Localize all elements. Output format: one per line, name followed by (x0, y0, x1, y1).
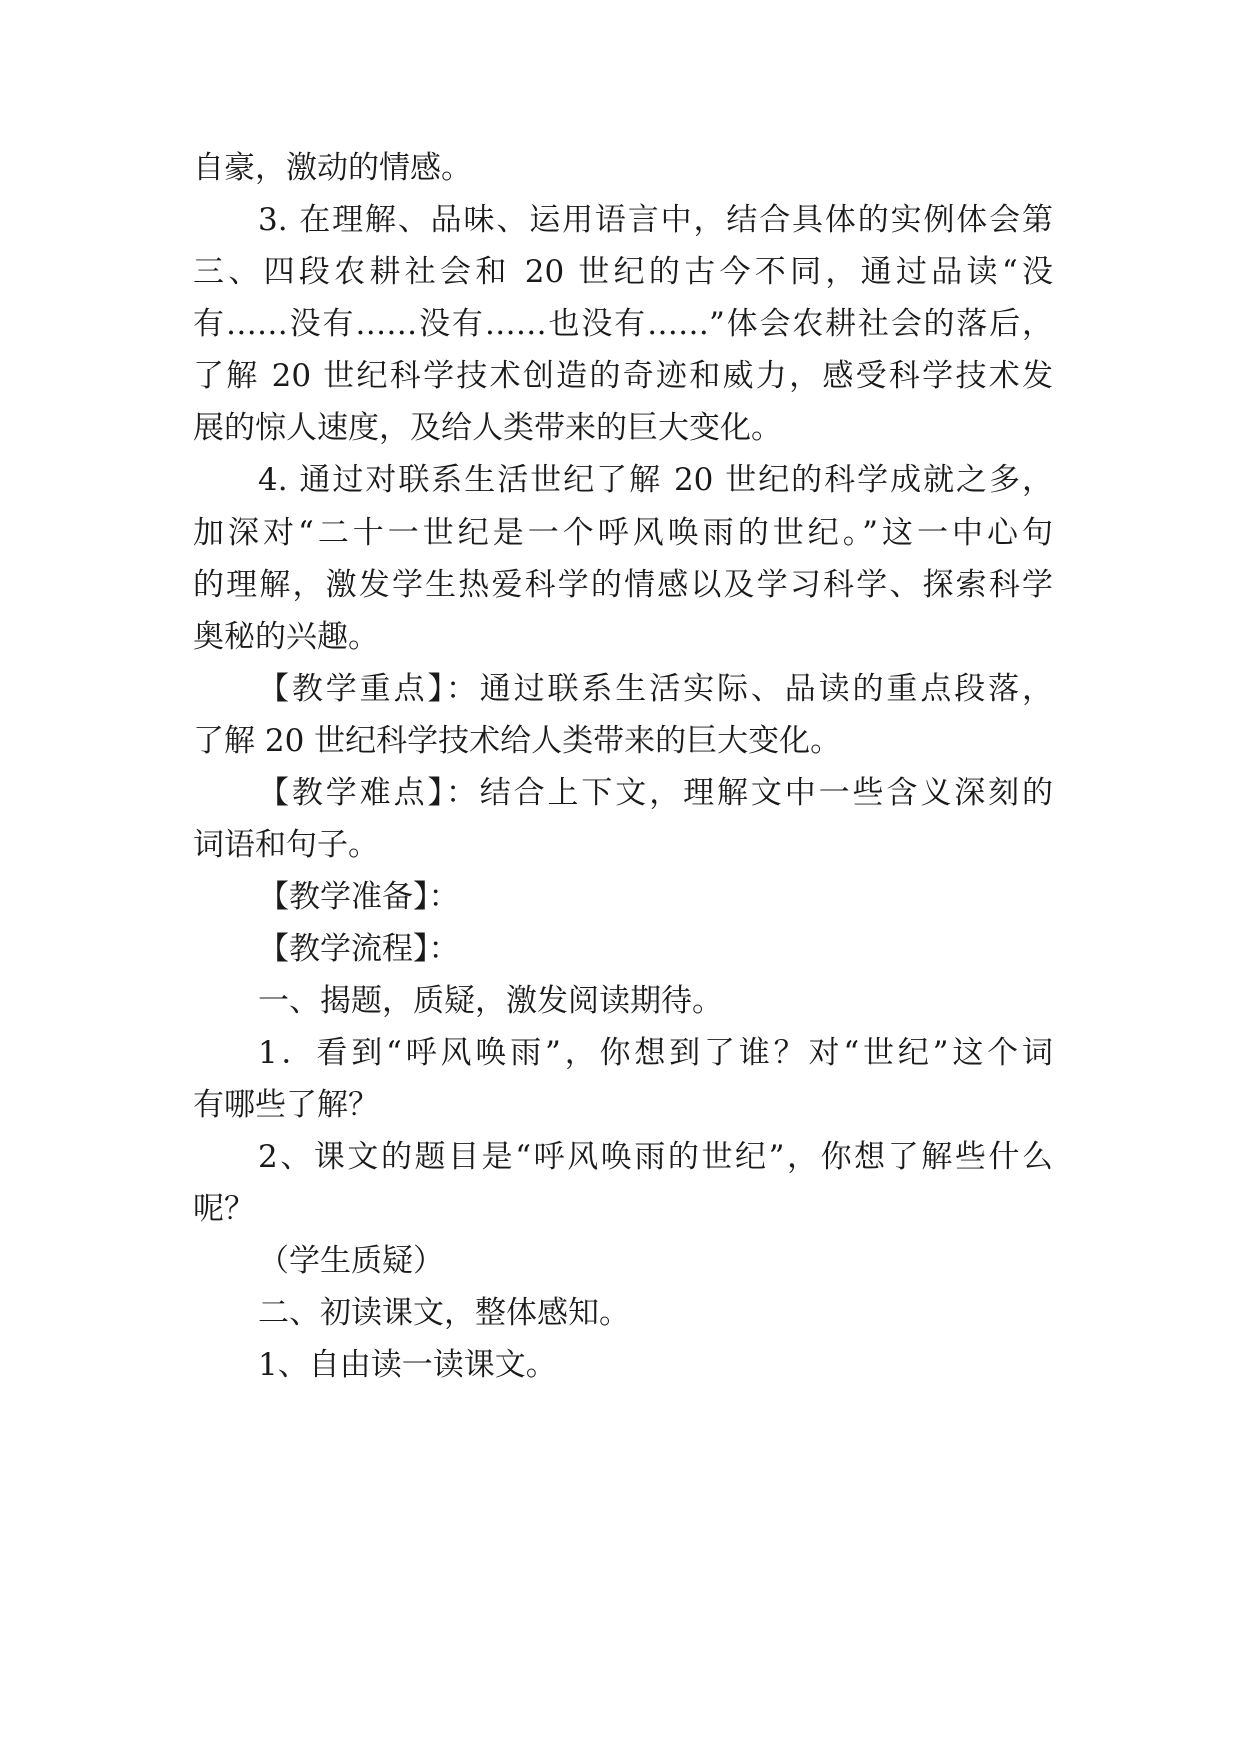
text-line: 展的惊人速度，及给人类带来的巨大变化。 (193, 410, 782, 446)
text-line: 了解 20 世纪科学技术创造的奇迹和威力，感受科学技术发 (193, 358, 1053, 394)
text-line: 二、初读课文，整体感知。 (258, 1295, 630, 1331)
text-line: 有哪些了解？ (193, 1087, 379, 1123)
text-line: 了解 20 世纪科学技术给人类带来的巨大变化。 (193, 723, 842, 759)
text-line: 的理解，激发学生热爱科学的情感以及学习科学、探索科学 (193, 567, 1053, 603)
text-line: 【教学重点】：通过联系生活实际、品读的重点段落， (258, 671, 1053, 707)
text-line: 4. 通过对联系生活世纪了解 20 世纪的科学成就之多， (258, 462, 1053, 498)
text-line: 词语和句子。 (193, 827, 379, 863)
text-line: 三、四段农耕社会和 20 世纪的古今不同，通过品读“没 (193, 254, 1053, 290)
text-line: 有……没有……没有……也没有……”体会农耕社会的落后， (193, 306, 1053, 342)
text-line: 1．看到“呼风唤雨”，你想到了谁？对“世纪”这个词 (258, 1035, 1053, 1071)
text-line: 自豪，激动的情感。 (193, 150, 472, 186)
text-line: 1、自由读一读课文。 (258, 1347, 557, 1383)
text-line: 【教学流程】： (258, 931, 460, 967)
text-line: 呢？ (193, 1191, 255, 1227)
text-line: （学生质疑） (258, 1243, 444, 1279)
text-line: 【教学难点】：结合上下文，理解文中一些含义深刻的 (258, 775, 1053, 811)
text-line: 3. 在理解、品味、运用语言中，结合具体的实例体会第 (258, 202, 1053, 238)
text-line: 一、揭题，质疑，激发阅读期待。 (258, 983, 723, 1019)
text-line: 加深对“二十一世纪是一个呼风唤雨的世纪。”这一中心句 (193, 515, 1053, 551)
text-line: 【教学准备】： (258, 879, 460, 915)
text-line: 2、课文的题目是“呼风唤雨的世纪”，你想了解些什么 (258, 1139, 1053, 1175)
text-line: 奥秘的兴趣。 (193, 619, 379, 655)
